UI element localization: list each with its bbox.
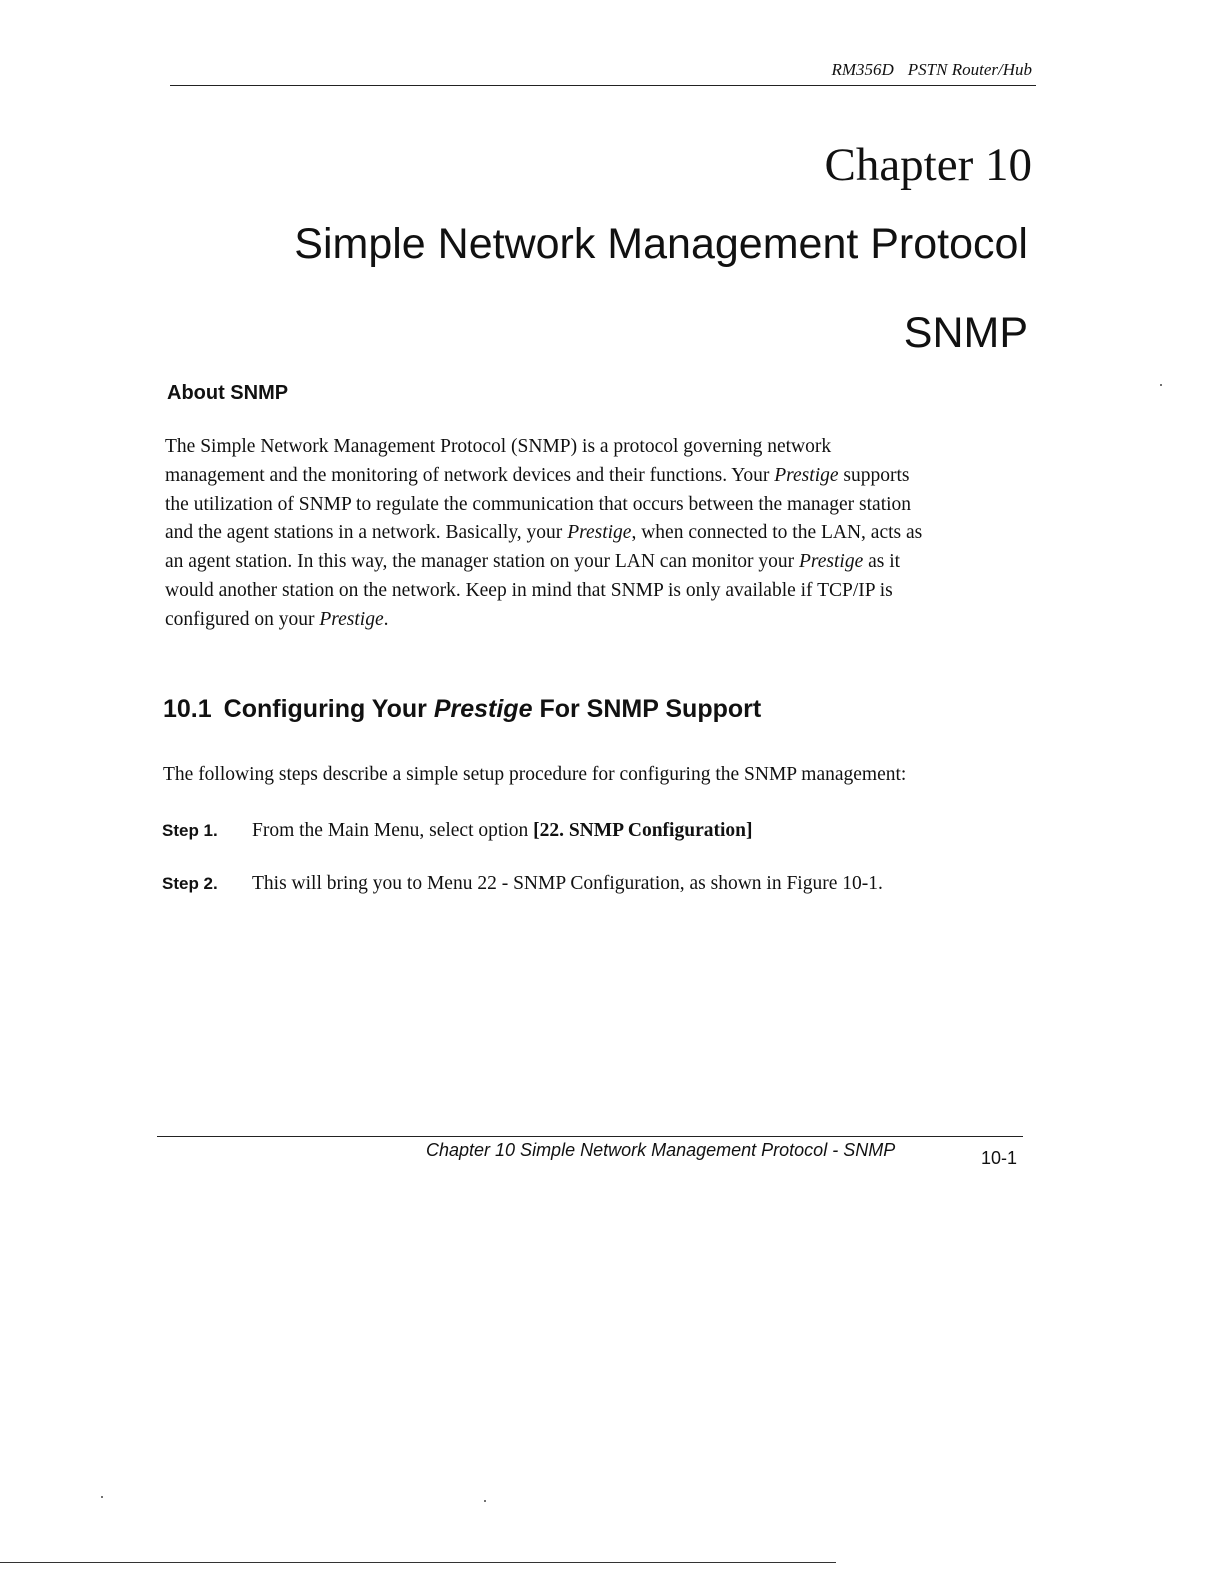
step-label: Step 2. xyxy=(162,874,218,893)
paragraph-text: as it xyxy=(863,551,901,573)
paragraph-line xyxy=(165,491,1025,520)
scan-edge-line xyxy=(0,1562,836,1563)
product-name-italic: Prestige xyxy=(319,608,384,630)
paragraph-text: configured on your xyxy=(165,608,320,630)
section-title-product: Prestige xyxy=(433,695,533,723)
scan-speck xyxy=(484,1500,486,1502)
paragraph-text: supports xyxy=(838,464,910,486)
steps-intro: The following steps describe a simple setup procedure for configuring the SNMP management: xyxy=(163,764,907,785)
section-number: 10.1 xyxy=(163,695,212,723)
section-title-end: For SNMP Support xyxy=(532,695,762,723)
step-text: This will bring you to Menu 22 - SNMP Configuration, as shown in Figure 10-1. xyxy=(252,873,883,894)
paragraph-text: the utilization of SNMP to regulate the communication that occurs between the manager station xyxy=(165,493,912,515)
paragraph-line xyxy=(165,462,1025,491)
step-1 xyxy=(162,821,752,841)
footer-chapter-reference: Chapter 10 Simple Network Management Protocol - SNMP xyxy=(426,1140,896,1160)
product-name: PSTN Router/Hub xyxy=(907,60,1032,79)
step-2 xyxy=(162,874,883,894)
header-rule xyxy=(170,85,1036,86)
paragraph-line xyxy=(165,433,1025,462)
paragraph-line xyxy=(165,519,1025,548)
paragraph-text: management and the monitoring of network devices and their functions. Your xyxy=(165,464,775,486)
product-name-italic: Prestige xyxy=(798,551,864,573)
about-paragraph xyxy=(165,433,1025,635)
paragraph-text: . xyxy=(383,608,389,630)
paragraph-line xyxy=(165,577,1025,606)
page-number: 10-1 xyxy=(981,1148,1018,1168)
step-text: From the Main Menu, select option xyxy=(252,820,534,841)
footer-rule xyxy=(157,1136,1023,1137)
paragraph-line xyxy=(165,606,1025,635)
paragraph-text: , when connected to the LAN, acts as xyxy=(631,522,923,544)
section-heading xyxy=(163,697,761,722)
paragraph-text: The Simple Network Management Protocol (SNMP) is a protocol governing network xyxy=(165,436,832,457)
menu-option-reference: [22. SNMP Configuration] xyxy=(533,820,753,841)
paragraph-text: an agent station. In this way, the manager station on your LAN can monitor your xyxy=(165,551,799,573)
step-label: Step 1. xyxy=(162,821,218,840)
scan-speck xyxy=(1160,384,1162,386)
paragraph-line xyxy=(165,548,1025,577)
section-title-start: Configuring Your xyxy=(223,695,434,723)
about-heading: About SNMP xyxy=(167,382,289,404)
paragraph-text: would another station on the network. Keep in mind that SNMP is only available if TCP/IP is xyxy=(165,579,893,601)
scan-speck xyxy=(101,1496,103,1498)
running-header xyxy=(831,60,1032,80)
paragraph-text: and the agent stations in a network. Basically, your xyxy=(165,522,568,544)
product-model: RM356D xyxy=(831,60,894,79)
product-name-italic: Prestige xyxy=(567,522,632,544)
chapter-number: Chapter 10 xyxy=(824,139,1032,191)
chapter-title: Simple Network Management Protocol xyxy=(294,220,1028,268)
product-name-italic: Prestige xyxy=(774,464,839,486)
chapter-subtitle: SNMP xyxy=(903,309,1028,357)
